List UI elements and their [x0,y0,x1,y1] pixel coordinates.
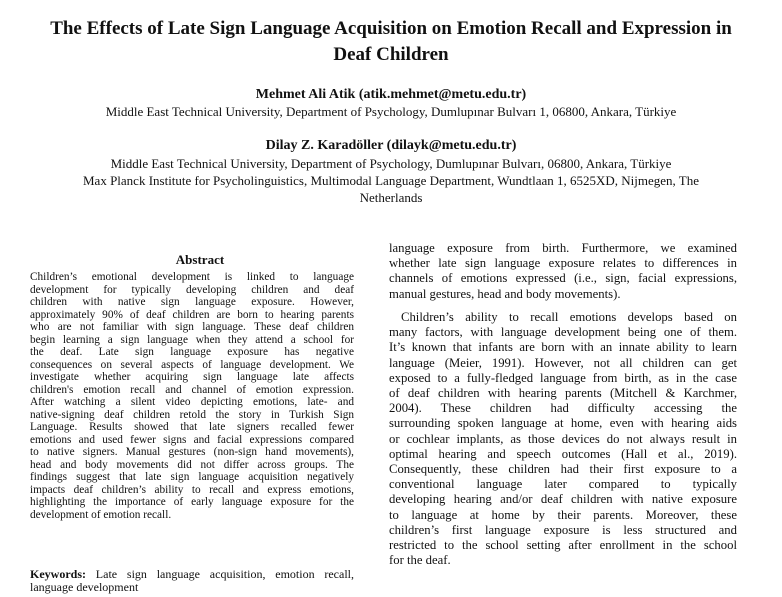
abstract-line: head and body movements did not differ across groups. The [30,458,354,471]
author-2-affiliation-line-1: Middle East Technical University, Department of Psychology, Dumlupınar Bulvarı, 06800, Ankara, Türkiye [110,156,672,171]
abstract-line: to native signers. Manual gestures (non-sign hand movements), [30,446,354,458]
abstract-line: highlighting the importance of early language exposure for the [30,496,354,508]
author-2-affiliation-line-3: Netherlands [359,190,423,205]
author-1-name: Mehmet Ali Atik (atik.mehmet@metu.edu.tr) [255,87,527,102]
body-line: or cochlear implants, as those devices do not always result in [389,431,737,446]
abstract-line: begin learning a sign language when they attend a school for [30,333,354,346]
body-line: manual gestures, head and body movements). [389,286,621,301]
right-column-paragraph-1 [389,241,737,302]
abstract-line: the deaf. Late sign language exposure has negative [30,346,354,358]
body-line: optimal hearing and speech outcomes (Hall et al., 2019). [389,446,737,461]
keywords-text: Late sign language acquisition, emotion recall, language development [30,567,355,594]
body-line: children’s first language exposure is less structured and [389,522,737,537]
abstract-line: emotions and used fewer signs and facial expressions compared [30,433,354,446]
body-line: exposed to a fully-fledged language from birth, as in the case [389,370,737,385]
title-line-2: Deaf Children [333,44,449,65]
body-line: whether late sign language exposure relates to differences in [389,256,737,271]
keywords [30,568,354,594]
paper-title [0,16,782,68]
body-line: for the deaf. [389,553,451,568]
body-line: 2004). These children had difficulty accessing the [389,401,737,416]
author-2-affiliation-line-2: Max Planck Institute for Psycholinguistics, Multimodal Language Department, Wundtlaan 1, 6525XD, Nijmegen, The [82,173,700,188]
body-line: of deaf children with hearing parents (Mitchell & Karchmer, [389,386,737,401]
body-line: channels of emotions expressed (i.e., sign, facial expressions, [389,271,737,286]
body-line: conventional language later compared to typically [389,477,737,492]
abstract-line: Language. Results showed that late signers recalled fewer [30,421,354,433]
abstract-line: investigate whether acquiring sign language late affects [30,371,354,383]
abstract-line: native-signing deaf children retold the story in Turkish Sign [30,408,354,421]
abstract-line: approximately 90% of deaf children are born to hearing parents [30,308,354,321]
body-line: Consequently, these children had their first exposure to a [389,462,737,477]
body-line: to language at home by their parents. Moreover, these [389,507,737,522]
author-2-affiliation [0,155,782,206]
right-column-paragraph-2 [389,310,737,568]
body-line: developing hearing and/or deaf children with native exposure [389,492,737,507]
title-line-1: The Effects of Late Sign Language Acquisition on Emotion Recall and Expression in [50,18,732,39]
abstract-line: development of emotion recall. [30,508,172,521]
abstract-line: consequences on several aspects of language development. We [30,358,354,371]
abstract-line: findings suggest that late sign language acquisition negatively [30,471,354,483]
abstract-line: development for typically developing children and deaf [30,283,354,296]
abstract-line: Children’s emotional development is linked to language [30,271,354,283]
abstract-line: who are not familiar with sign language. These deaf children [30,321,354,333]
keywords-label: Keywords: [30,567,86,581]
body-line: language exposure from birth. Furthermore, we examined [389,241,737,255]
abstract-line: children with native sign language exposure. However, [30,296,354,308]
abstract-body [30,271,354,521]
abstract-line: impacts deaf children’s ability to recall and express emotions, [30,483,354,496]
author-2-name: Dilay Z. Karadöller (dilayk@metu.edu.tr) [265,138,517,153]
body-line: many factors, with language development being one of them. [389,325,737,340]
body-line: surrounding spoken language at home, even with hearing aids [389,416,737,431]
abstract-line: After watching a silent video depicting emotions, late- and [30,396,354,408]
body-line: language (Meier, 1991). However, not all children can get [389,355,737,370]
abstract-line: children's emotion recall and channel of emotion expression. [30,383,354,396]
author-1-affiliation-line: Middle East Technical University, Department of Psychology, Dumlupınar Bulvarı 1, 06800, Ankara, Türkiye [105,104,677,119]
body-line: Children’s ability to recall emotions develops based on [401,310,737,324]
abstract-heading: Abstract [175,252,225,267]
author-1-affiliation [0,103,782,120]
body-line: It’s known that infants are born with an innate ability to learn [389,340,737,355]
body-line: restricted to the school setting after enrollment in the school [389,538,737,553]
